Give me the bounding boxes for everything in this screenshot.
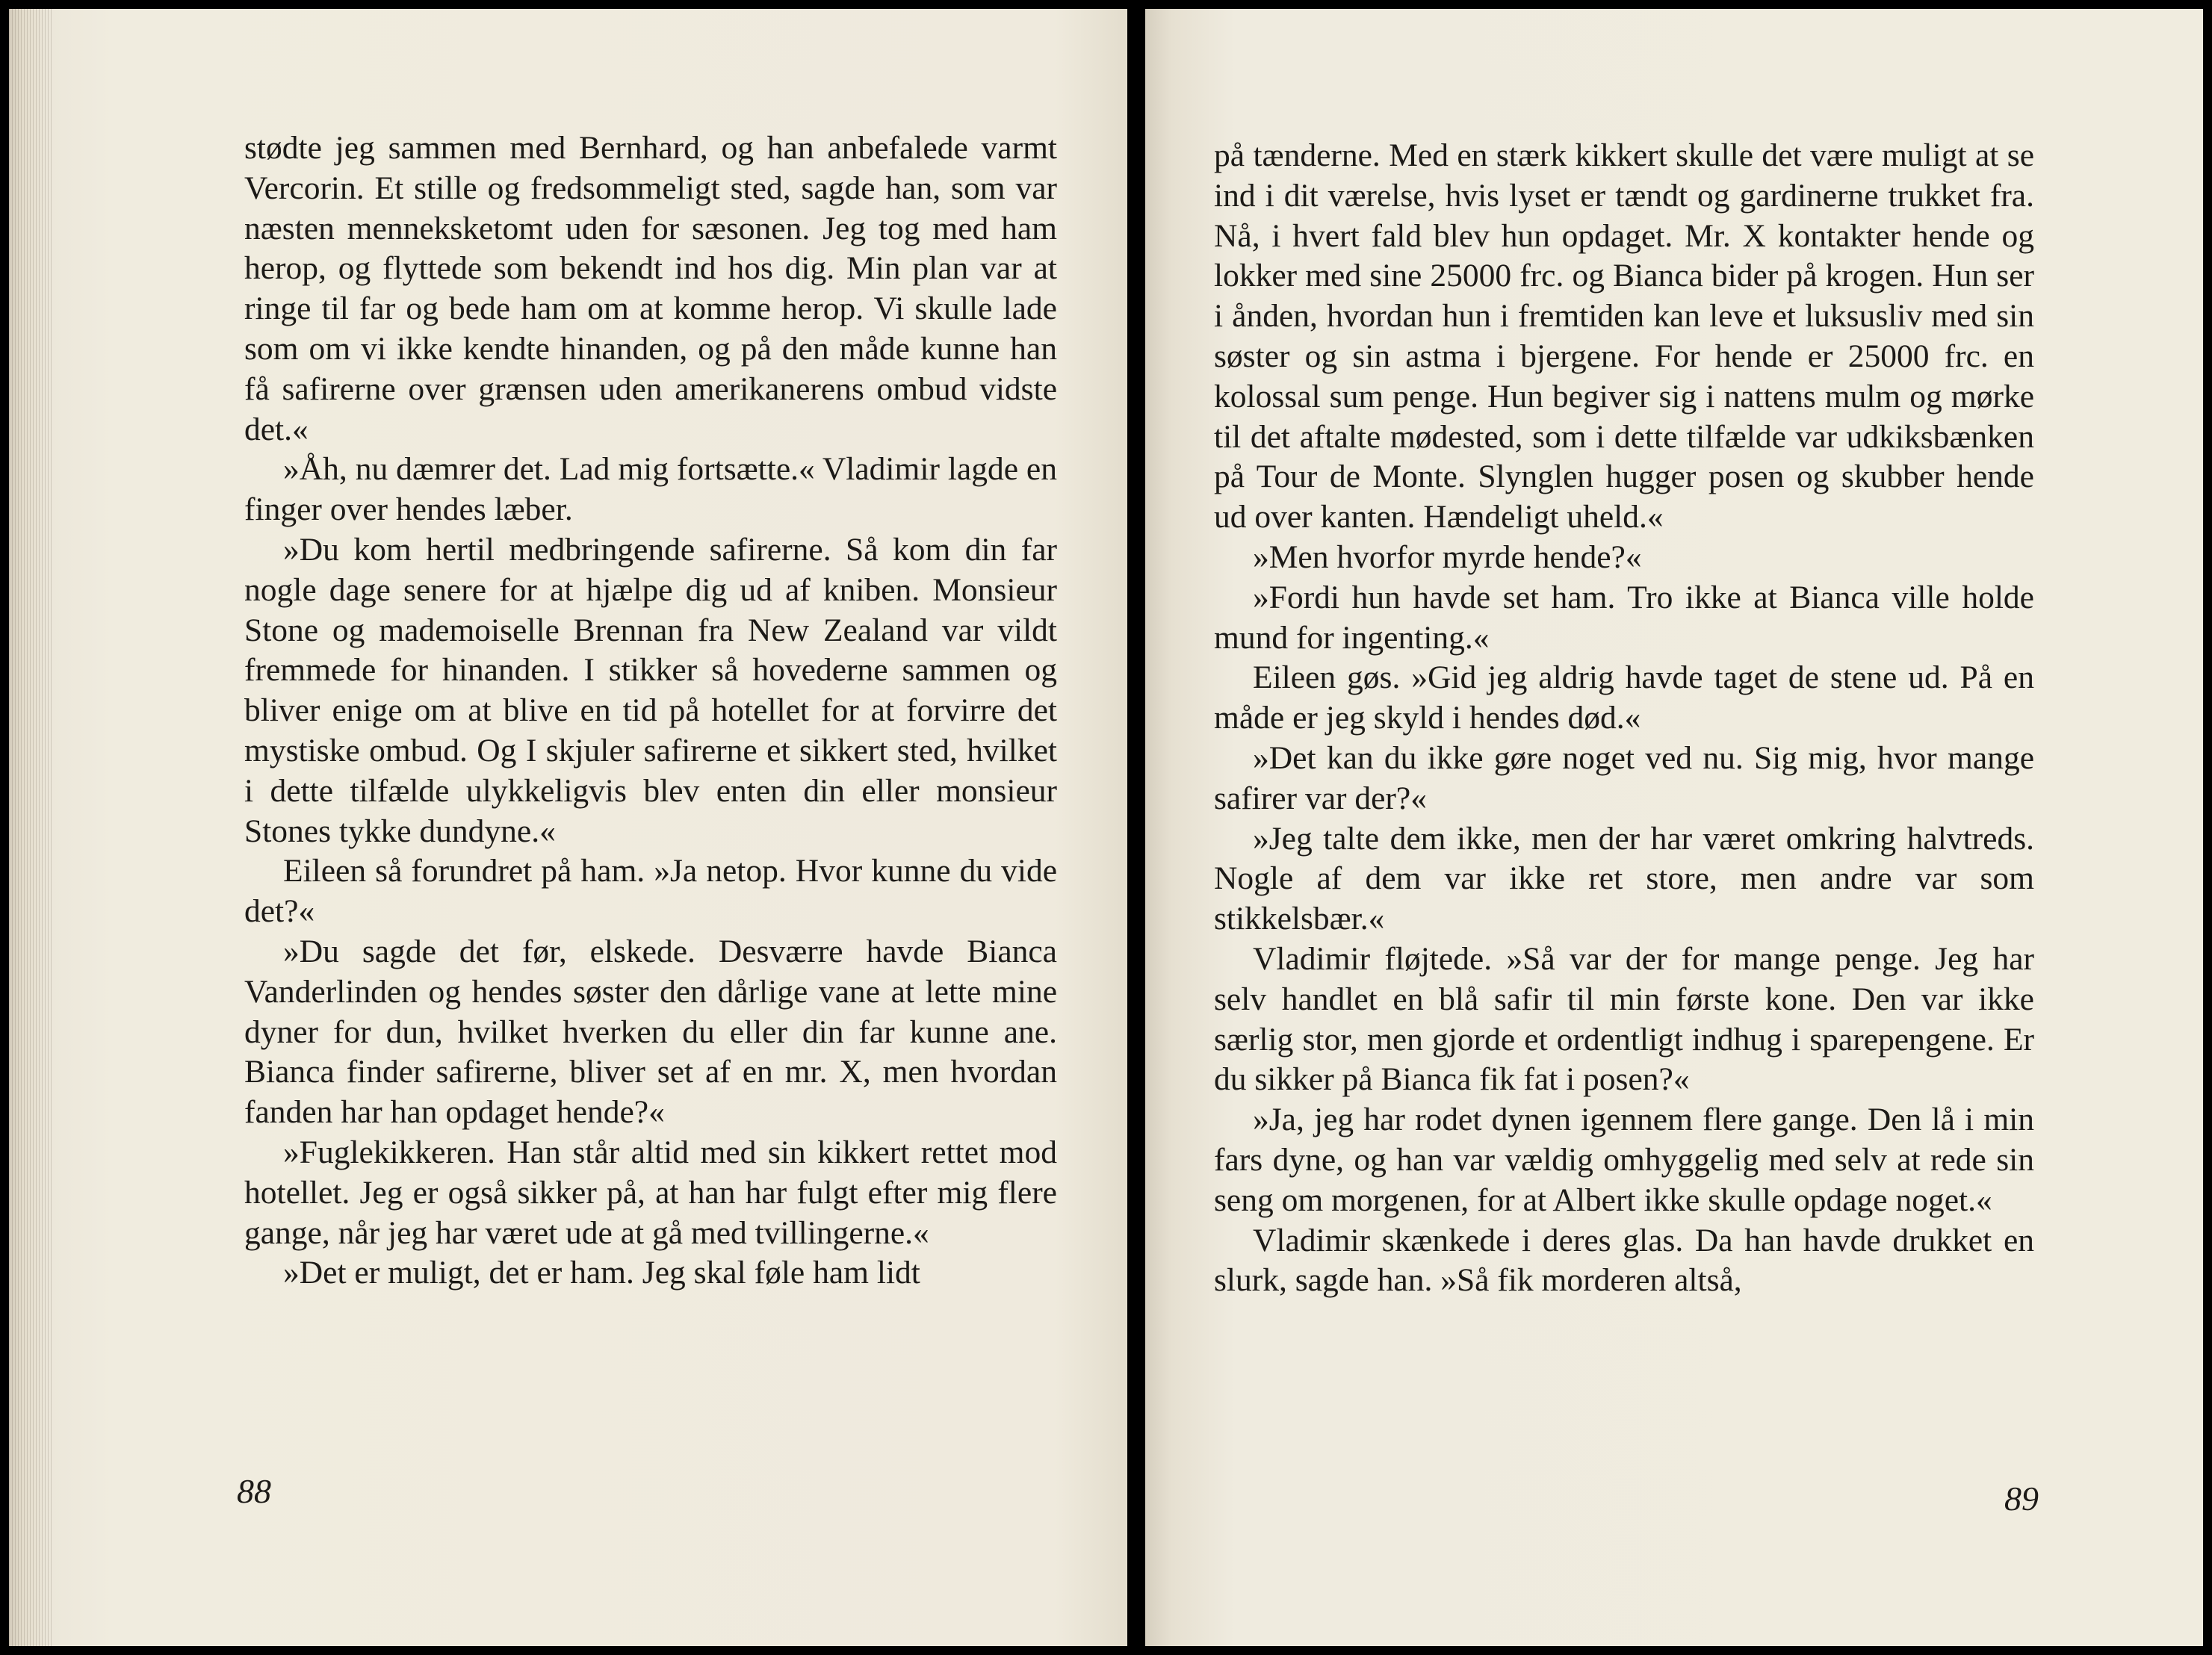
left-page-text [244, 128, 1057, 1294]
paragraph: »Du sagde det før, elskede. Desværre havde Bianca Vanderlinden og hendes søster den dårlige vane at lette mine dyner for dun, hvilket hverken du eller din far kunne ane. Bianca finder safirerne, bliver set af en mr. X, men hvordan fanden har han opdaget hende?« [244, 933, 1057, 1131]
paragraph: »Men hvorfor myrde hende?« [1253, 538, 1642, 575]
right-page-text [1214, 136, 2034, 1301]
paragraph: »Det kan du ikke gøre noget ved nu. Sig mig, hvor mange safirer var der?« [1214, 739, 2034, 816]
paragraph: Eileen så forundret på ham. »Ja netop. Hvor kunne du vide det?« [244, 853, 1057, 930]
paragraph: »Du kom hertil medbringende safirerne. Så kom din far nogle dage senere for at hjælpe dig ud af kniben. Monsieur Stone og mademoiselle Brennan fra New Zealand var vildt fremmede for hinanden. I stikker så hovederne sammen og bliver enige om at blive en tid på hotellet for at forvirre det mystiske ombud. Og I skjuler safirerne et sikkert sted, hvilket i dette tilfælde ulykkeligvis blev enten din eller monsieur Stones tykke dundyne.« [244, 531, 1057, 849]
paragraph: »Fordi hun havde set ham. Tro ikke at Bianca ville holde mund for ingenting.« [1214, 579, 2034, 656]
paragraph: »Det er muligt, det er ham. Jeg skal føle ham lidt [283, 1255, 920, 1291]
paragraph: Eileen gøs. »Gid jeg aldrig havde taget de stene ud. På en måde er jeg skyld i hendes død.« [1214, 659, 2034, 736]
paragraph: »Åh, nu dæmrer det. Lad mig fortsætte.« Vladimir lagde en finger over hendes læber. [244, 451, 1057, 528]
paragraph: »Jeg talte dem ikke, men der har været omkring halvtreds. Nogle af dem var ikke ret store, men andre var som stikkelsbær.« [1214, 820, 2034, 937]
paragraph: »Fuglekikkeren. Han står altid med sin kikkert rettet mod hotellet. Jeg er også sikker på, at han har fulgt efter mig flere gange, når jeg har været ude at gå med tvillingerne.« [244, 1134, 1057, 1251]
left-page [9, 9, 1127, 1646]
page-number: 88 [237, 1472, 271, 1510]
paragraph: på tænderne. Med en stærk kikkert skulle det være muligt at se ind i dit værelse, hvis lyset er tændt og gardinerne trukket fra. Nå, i hvert fald blev hun opdaget. Mr. X kontakter hende og lokker med sine 25000 frc. og Bianca bider på krogen. Hun ser i ånden, hvordan hun i fremtiden kan leve et luksusliv med sin søster og sin astma i bjergene. For hende er 25000 frc. en kolossal sum penge. Hun begiver sig i nattens mulm og mørke til det aftalte mødested, som i dette tilfælde var udkiksbænken på Tour de Monte. Slynglen hugger posen og skubber hende ud over kanten. Hændeligt uheld.« [1214, 137, 2034, 535]
paragraph: Vladimir fløjtede. »Så var der for mange penge. Jeg har selv handlet en blå safir til min første kone. Den var ikke særlig stor, men gjorde et ordentligt indhug i sparepengene. Er du sikker på Bianca fik fat i posen?« [1214, 940, 2034, 1098]
paragraph: »Ja, jeg har rodet dynen igennem flere gange. Den lå i min fars dyne, og han var vældig omhyggelig med selv at rede sin seng om morgenen, for at Albert ikke skulle opdage noget.« [1214, 1102, 2034, 1218]
page-number: 89 [2004, 1479, 2039, 1518]
right-page [1145, 9, 2203, 1646]
paragraph: stødte jeg sammen med Bernhard, og han anbefalede varmt Vercorin. Et stille og fredsommeligt sted, sagde han, som var næsten menneksketomt uden for sæsonen. Jeg tog med ham herop, og flyttede som bekendt ind hos dig. Min plan var at ringe til far og bede ham om at komme herop. Vi skulle lade som om vi ikke kendte hinanden, og på den måde kunne han få safirerne over grænsen uden amerikanerens ombud vidste det.« [244, 130, 1057, 447]
paragraph: Vladimir skænkede i deres glas. Da han havde drukket en slurk, sagde han. »Så fik morderen altså, [1214, 1222, 2034, 1299]
